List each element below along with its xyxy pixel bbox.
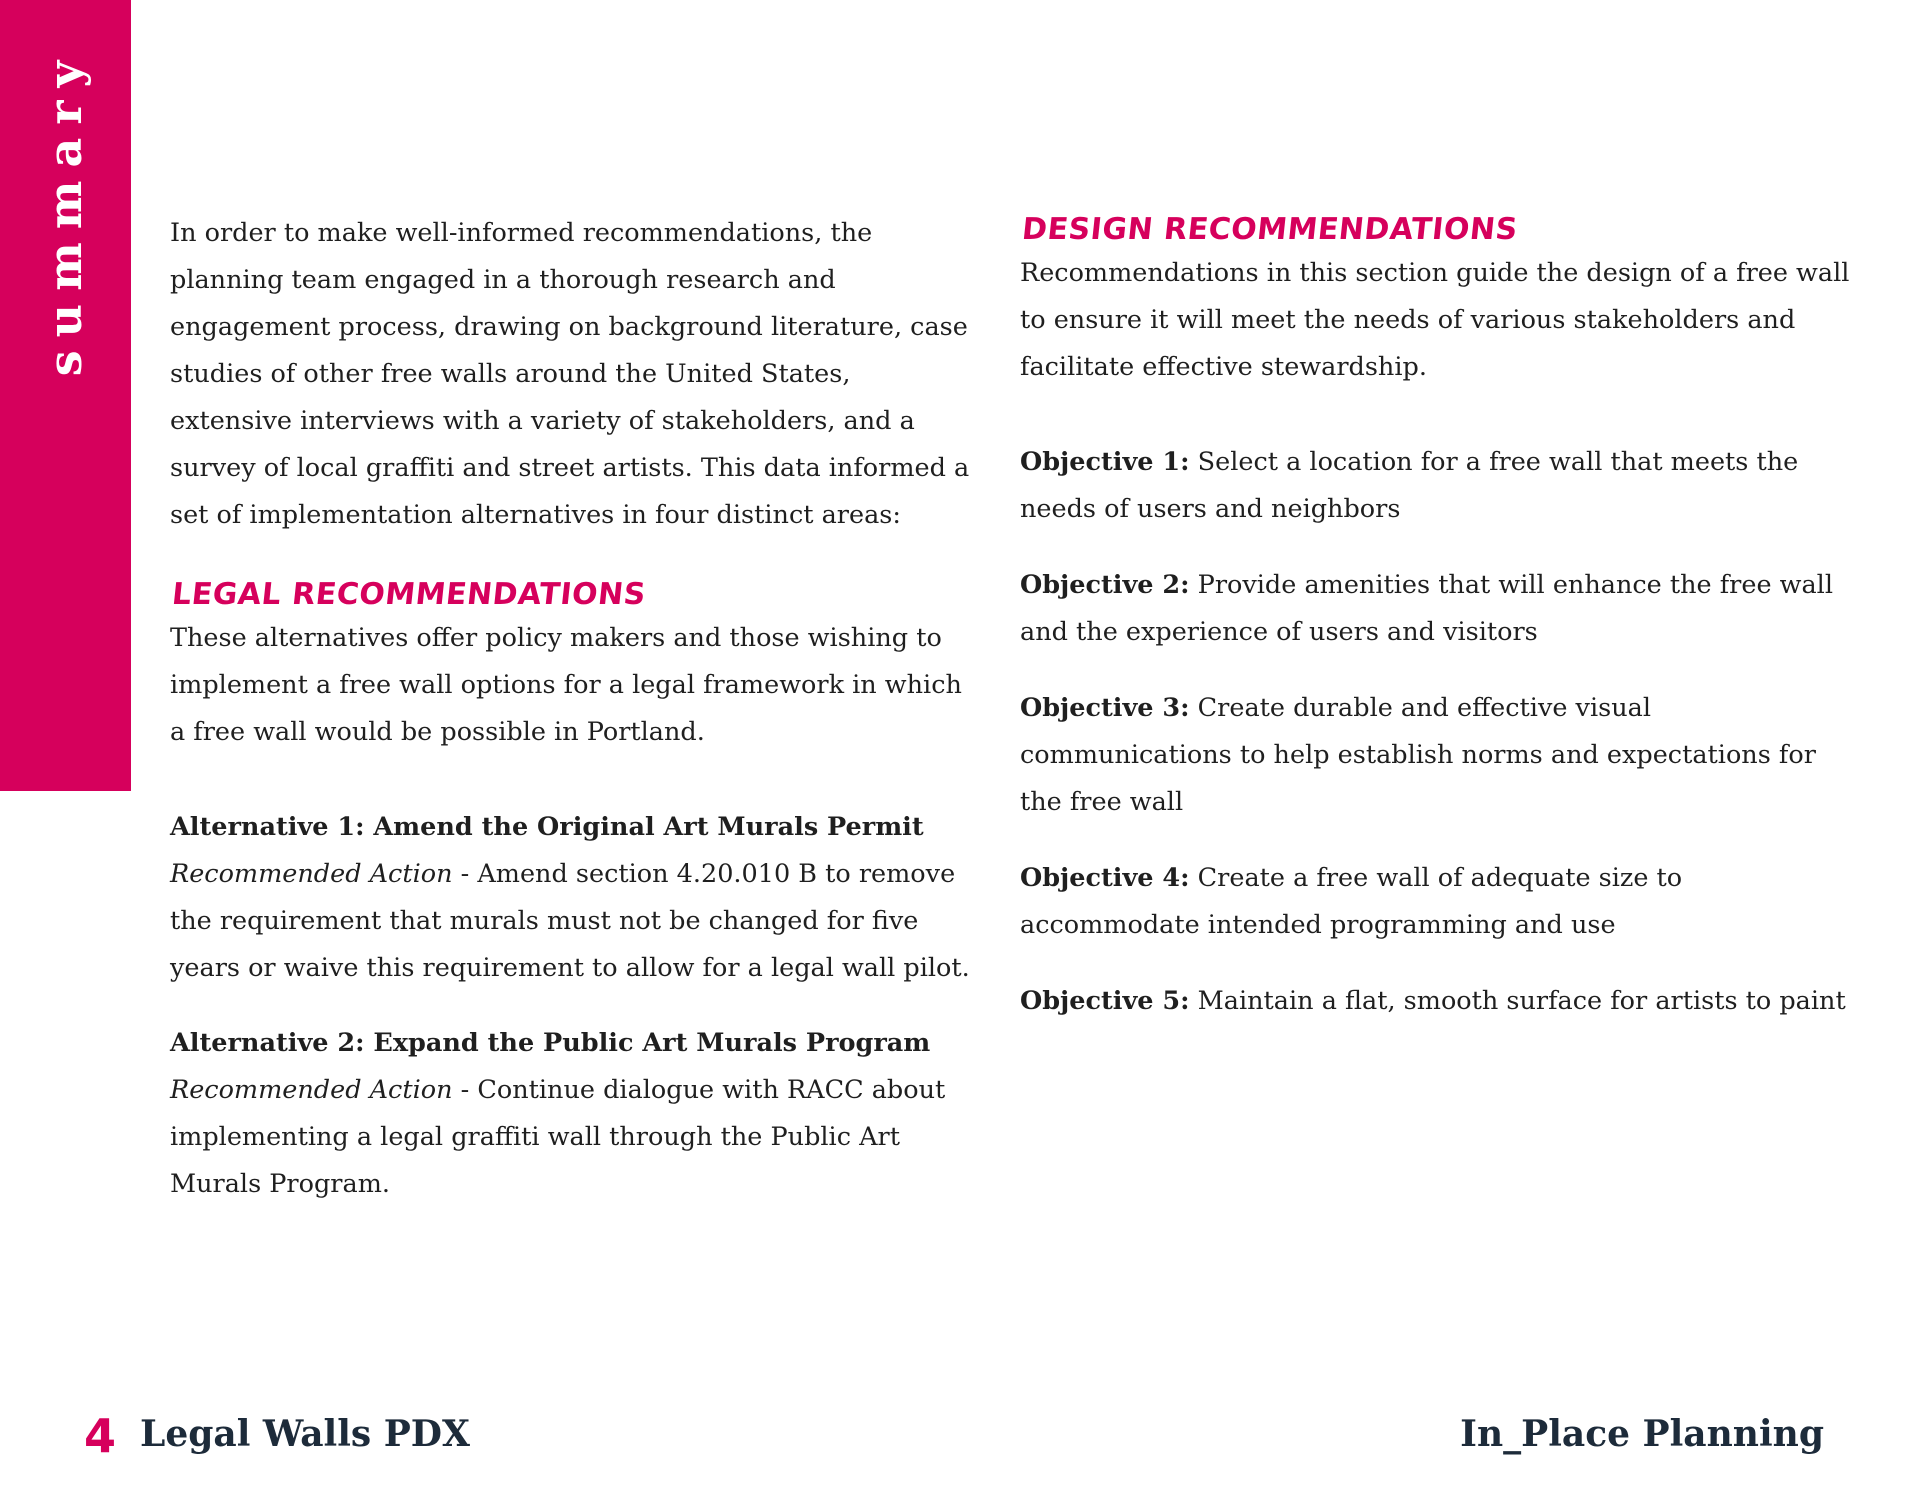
design-body: Recommendations in this section guide the design of a free wall to ensure it will meet the needs of various stakeholders and facilitate effective stewardship. [1020,258,1850,382]
legal-heading: LEGAL RECOMMENDATIONS [170,577,648,612]
alternative-action [170,1067,980,1208]
objective-2 [1020,562,1850,656]
objective-text: Select a location for a free wall that meets the needs of users and neighbors [1020,447,1799,524]
objective-text: Create a free wall of adequate size to accommodate intended programming and use [1020,863,1683,940]
alternative-1 [170,804,980,992]
objective-5 [1020,978,1850,1025]
page-number: 4 [84,1409,117,1463]
action-label: Recommended Action [170,1075,453,1105]
objective-text: Maintain a flat, smooth surface for artists to paint [1189,986,1846,1016]
alternative-title: Alternative 2: Expand the Public Art Murals Program [170,1028,931,1058]
left-column [170,210,980,1208]
alternative-2 [170,1020,980,1208]
objective-3 [1020,685,1850,826]
action-text: - Continue dialogue with RACC about implementing a legal graffiti wall through the Public Art Murals Program. [170,1075,946,1199]
alternative-action [170,851,980,992]
legal-body: These alternatives offer policy makers and those wishing to implement a free wall options for a legal framework in which a free wall would be possible in Portland. [170,623,962,747]
objective-label: Objective 4: [1020,863,1190,893]
footer-organization: In_Place Planning [1460,1413,1824,1455]
right-column [1020,210,1850,1025]
sidebar-band [0,0,131,791]
action-text: - Amend section 4.20.010 B to remove the requirement that murals must not be changed for five years or waive this requirement to allow for a legal wall pilot. [170,859,970,983]
objective-label: Objective 3: [1020,693,1190,723]
alternative-title: Alternative 1: Amend the Original Art Murals Permit [170,812,924,842]
objective-label: Objective 1: [1020,447,1190,477]
objective-label: Objective 5: [1020,986,1190,1016]
objective-1 [1020,439,1850,533]
intro-paragraph: In order to make well-informed recommendations, the planning team engaged in a thorough research and engagement process, drawing on background literature, case studies of other free walls around the United States, extensive interviews with a variety of stakeholders, and a survey of local graffiti and street artists. This data informed a set of implementation alternatives in four distinct areas: [170,218,970,530]
section-label: summary [38,47,92,377]
objective-4 [1020,855,1850,949]
design-heading: DESIGN RECOMMENDATIONS [1020,212,1520,247]
footer-title: Legal Walls PDX [140,1413,470,1455]
objective-text: Provide amenities that will enhance the free wall and the experience of users and visitors [1020,570,1833,647]
action-label: Recommended Action [170,859,453,889]
objective-label: Objective 2: [1020,570,1190,600]
objective-text: Create durable and effective visual communications to help establish norms and expectations for the free wall [1020,693,1816,817]
